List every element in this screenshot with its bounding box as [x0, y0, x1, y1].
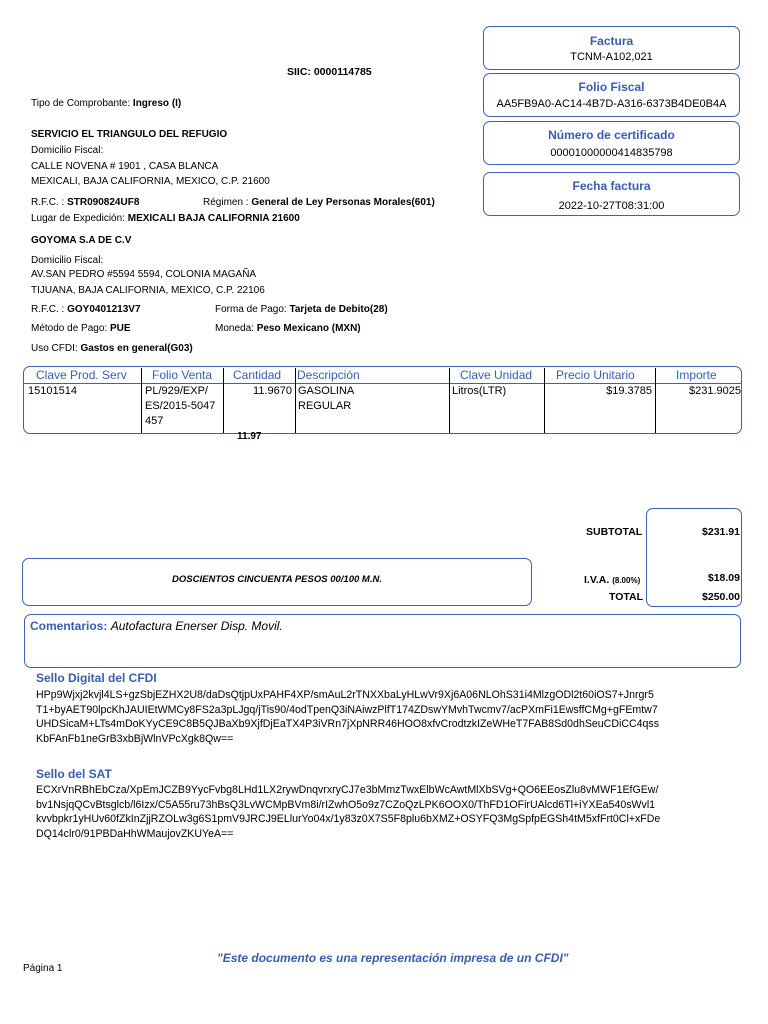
header-precio-unitario: Precio Unitario	[556, 368, 635, 382]
cfdi-note: "Este documento es una representación impresa de un CFDI"	[217, 951, 569, 965]
amount-words: DOSCIENTOS CINCUENTA PESOS 00/100 M.N.	[172, 574, 382, 585]
col-divider	[655, 368, 656, 433]
emisor-address-2: MEXICALI, BAJA CALIFORNIA, MEXICO, C.P. 21600	[31, 176, 270, 187]
sello-sat-line: DQ14clr0/91PBDaHhWMaujovZKUYeA==	[36, 827, 234, 840]
page-number: Página 1	[23, 963, 63, 974]
receptor-metodo-pago	[31, 323, 131, 334]
cell-cantidad: 11.9670	[253, 385, 292, 397]
total-label: TOTAL	[609, 591, 644, 603]
header-cantidad: Cantidad	[233, 368, 282, 382]
fecha-title: Fecha factura	[572, 179, 651, 193]
emisor-name: SERVICIO EL TRIANGULO DEL REFUGIO	[31, 129, 228, 140]
siic-number: SIIC: 0000114785	[287, 66, 372, 78]
sello-cfdi-line: UHDSicaM+LTs4mDoKYyCE9C8B5QJBaXb9XjfDjEaTX4P3iVRn7jXpNRR46HOO8xfvCrodtzkIZeWHeT7FAB8Sd0dhSeuCDiCC4qss	[36, 718, 660, 731]
cell-folio	[145, 384, 215, 429]
tipo-value: Ingreso (I)	[132, 98, 182, 109]
comments-value: Autofactura Enerser Disp. Movil.	[110, 619, 283, 633]
total-value: $250.00	[702, 591, 740, 603]
forma-pago-value: Tarjeta de Debito(28)	[289, 304, 388, 315]
header-descripcion: Descripción	[297, 368, 360, 382]
receptor-address-2: TIJUANA, BAJA CALIFORNIA, MEXICO, C.P. 22106	[31, 285, 265, 296]
tipo-comprobante	[31, 98, 181, 109]
emisor-rfc-label: R.F.C. :	[31, 197, 68, 208]
sello-cfdi-text	[36, 688, 659, 746]
sello-cfdi-line: KbFAnFb1neGrB3xbBjWlnVPcXgk8Qw==	[36, 732, 234, 745]
total-cantidad: 11.97	[237, 431, 262, 442]
sello-sat-line: kvvbpkr1yHUv60fZkInZjjRZOLw3g6S1pmV9JRCJ9ELlurYo04x/1y83z0X7S5F8plu6bXMZ+OSYFQ3MgSpfpEGSh4tM5xfFrt0Cl+xFDe	[36, 813, 661, 826]
uso-cfdi-value: Gastos en general(G03)	[80, 343, 193, 354]
iva-value: $18.09	[707, 572, 740, 584]
subtotal-label: SUBTOTAL	[586, 526, 643, 538]
factura-value: TCNM-A102,021	[570, 51, 653, 63]
receptor-rfc	[31, 304, 141, 315]
iva-label	[584, 574, 640, 586]
receptor-domicilio-label: Domicilio Fiscal:	[31, 255, 104, 266]
amount-words-box	[22, 558, 532, 606]
factura-box	[483, 26, 740, 70]
moneda-value: Peso Mexicano (MXN)	[256, 323, 361, 334]
subtotal-value: $231.91	[702, 526, 740, 538]
header-importe: Importe	[676, 368, 717, 382]
sello-cfdi-title: Sello Digital del CFDI	[36, 671, 157, 685]
folio-fiscal-value: AA5FB9A0-AC14-4B7D-A316-6373B4DE0B4A	[496, 98, 727, 110]
sello-cfdi-line: HPp9Wjxj2kvjl4LS+gzSbjEZHX2U8/daDsQtjpUxPAHF4XP/smAuL2rTNXXbaLyHLwVr9Xj6A06NLOhS31i4MlzgODl2t60iOS7+Jnrgr5	[36, 689, 654, 701]
sello-sat-line: ECXrVnRBhEbCza/XpEmJCZB9YycFvbg8LHd1LX2rywDnqvrxryCJ7e3bMmzTwxElbWcAwtMlXbSVg+QO6EEosZlu8vMWF1EfGEw/	[36, 784, 659, 796]
folio-line: 457	[145, 415, 164, 427]
header-folio-venta: Folio Venta	[152, 368, 213, 382]
comments-box	[24, 614, 741, 668]
receptor-rfc-value: GOY0401213V7	[67, 304, 141, 315]
receptor-forma-pago	[215, 304, 388, 315]
certificado-value: 00001000000414835798	[550, 147, 673, 159]
moneda-label: Moneda:	[215, 323, 257, 334]
iva-label-text: I.V.A.	[584, 574, 610, 586]
sello-sat-text	[36, 783, 660, 841]
cell-descripcion	[298, 384, 354, 414]
folio-line: PL/929/EXP/	[145, 385, 208, 397]
receptor-name: GOYOMA S.A DE C.V	[31, 235, 132, 246]
receptor-address-1: AV.SAN PEDRO #5594 5594, COLONIA MAGAÑA	[31, 269, 257, 280]
folio-fiscal-title: Folio Fiscal	[578, 80, 645, 94]
comments	[30, 619, 283, 633]
fecha-box	[483, 172, 740, 216]
cell-clave: 15101514	[28, 385, 77, 397]
header-clave-unidad: Clave Unidad	[460, 368, 533, 382]
emisor-rfc	[31, 197, 139, 208]
certificado-title: Número de certificado	[548, 128, 675, 142]
col-divider	[295, 368, 296, 433]
tipo-label: Tipo de Comprobante:	[31, 98, 133, 109]
col-divider	[544, 368, 545, 433]
col-divider	[223, 368, 224, 433]
emisor-regimen-value: General de Ley Personas Morales(601)	[251, 197, 435, 208]
forma-pago-label: Forma de Pago:	[215, 304, 290, 315]
cell-unidad: Litros(LTR)	[452, 385, 507, 397]
emisor-regimen	[203, 197, 435, 208]
descripcion-line: GASOLINA	[298, 385, 355, 397]
col-divider	[141, 368, 142, 433]
uso-cfdi-label: Uso CFDI:	[31, 343, 81, 354]
folio-fiscal-box	[483, 73, 740, 117]
emisor-lugar-value: MEXICALI BAJA CALIFORNIA 21600	[127, 213, 300, 224]
header-clave-prod: Clave Prod. Serv	[36, 368, 127, 382]
emisor-domicilio-label: Domicilio Fiscal:	[31, 145, 104, 156]
cell-importe: $231.9025	[689, 385, 741, 397]
emisor-rfc-value: STR090824UF8	[67, 197, 140, 208]
comments-label: Comentarios:	[30, 619, 111, 633]
folio-line: ES/2015-5047	[145, 400, 216, 412]
emisor-regimen-label: Régimen :	[203, 197, 252, 208]
sello-cfdi-line: T1+byAET90lpcKhJAUIEtWMCy8FS2a3pLJgq/jTis90/4odTpenQ3iNAiwzPlfT174ZDswYMvhTwcmv7/acPXmFi1EwsffCMg+gFEmtw7	[36, 703, 658, 716]
receptor-moneda	[215, 323, 361, 334]
metodo-pago-value: PUE	[109, 323, 131, 334]
factura-title: Factura	[589, 34, 634, 48]
sello-sat-title: Sello del SAT	[36, 767, 112, 781]
fecha-value: 2022-10-27T08:31:00	[558, 200, 665, 212]
sello-sat-line: bv1NsjqQCvBtsglcb/l6Izx/C5A55ru73hBsQ3LvWCMpBVm8i/rIZwhO5o9z7CZoQzLPK6OOX0/ThFD1OFirUAlcd6Tl+iYXEa540sWvl1	[36, 798, 656, 811]
metodo-pago-label: Método de Pago:	[31, 323, 110, 334]
col-divider	[449, 368, 450, 433]
emisor-lugar	[31, 213, 300, 224]
receptor-uso-cfdi	[31, 343, 193, 354]
emisor-address-1: CALLE NOVENA # 1901 , CASA BLANCA	[31, 161, 219, 172]
cell-precio: $19.3785	[606, 385, 652, 397]
emisor-lugar-label: Lugar de Expedición:	[31, 213, 128, 224]
receptor-rfc-label: R.F.C. :	[31, 304, 68, 315]
iva-rate: (8.00%)	[612, 576, 641, 585]
descripcion-line: REGULAR	[298, 400, 352, 412]
certificado-box	[483, 121, 740, 165]
